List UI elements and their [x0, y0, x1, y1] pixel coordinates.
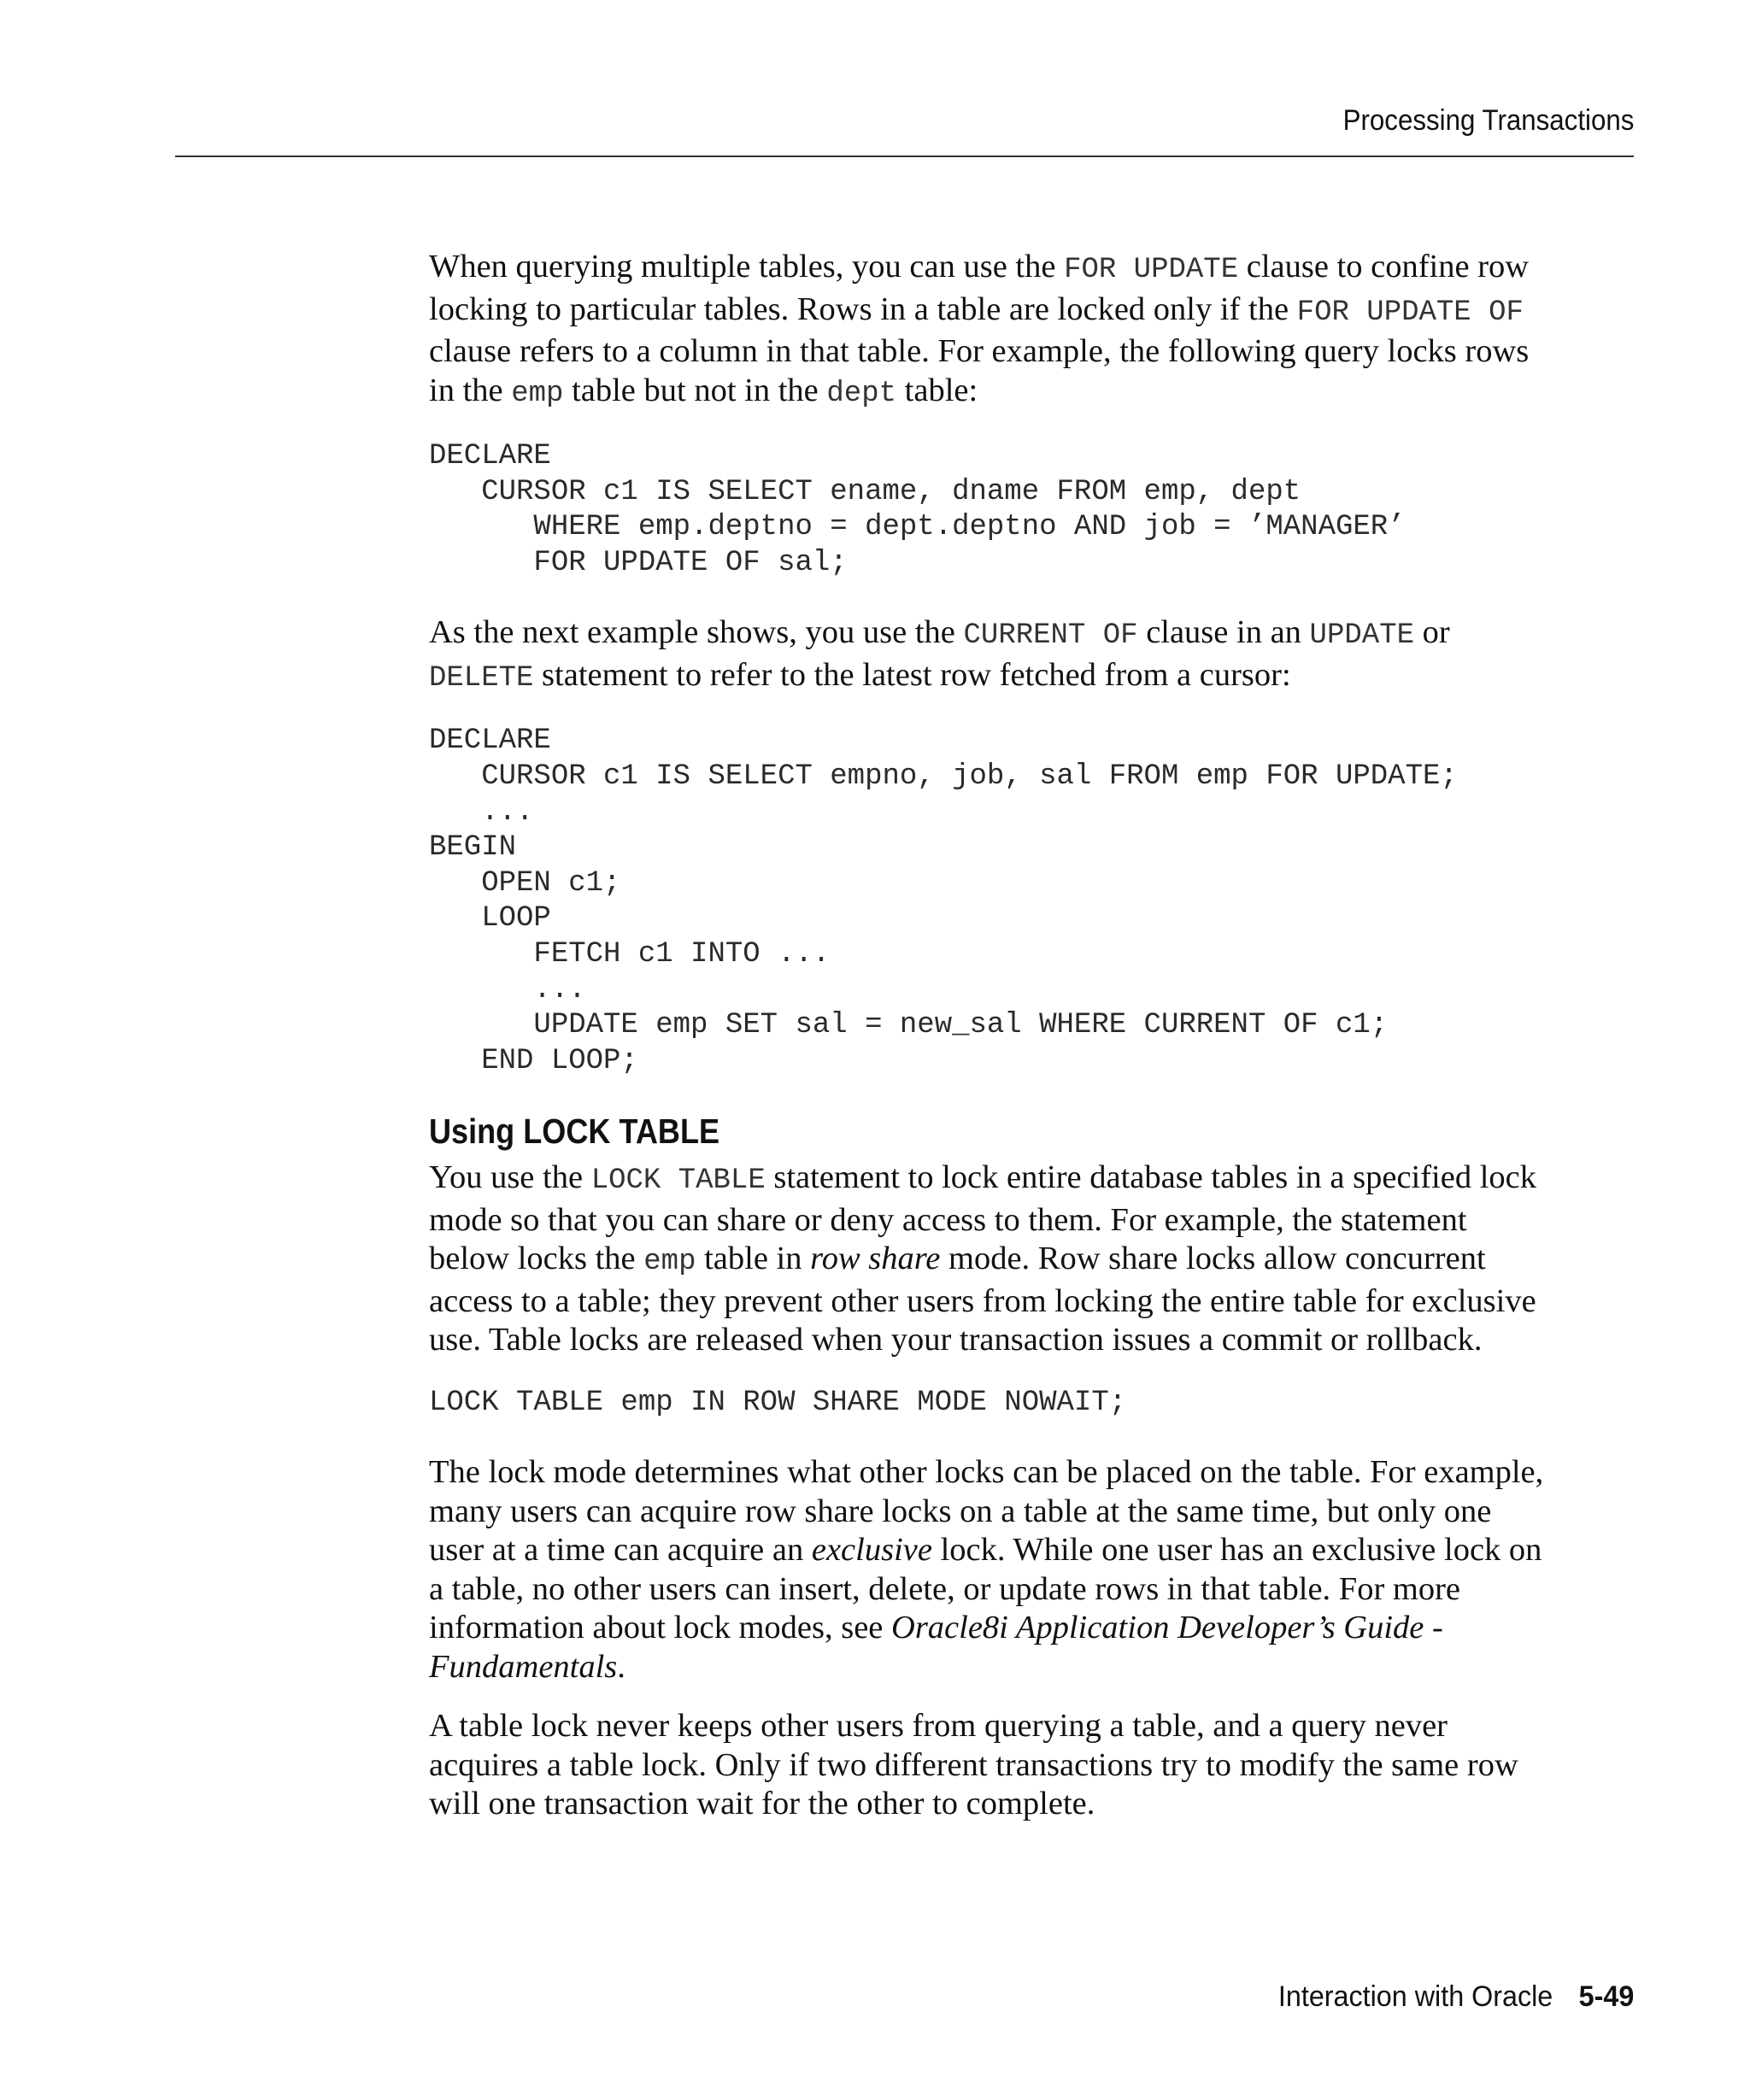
paragraph-lock-mode [429, 1453, 1642, 1686]
page-number: 5-49 [1578, 1980, 1634, 2013]
inline-code: emp [643, 1246, 696, 1279]
code-example-lock-table: LOCK TABLE emp IN ROW SHARE MODE NOWAIT; [429, 1386, 1127, 1419]
inline-code: LOCK TABLE [590, 1164, 766, 1198]
text-span: mode so that you can share or deny access to them. For example, the statement [429, 1201, 1467, 1238]
inline-code: emp [511, 377, 564, 410]
inline-code: CURRENT OF [963, 619, 1138, 653]
inline-code: DELETE [429, 661, 534, 695]
header-rule [175, 155, 1634, 157]
text-span: clause in an [1137, 614, 1310, 651]
paragraph-table-lock-query [429, 1707, 1642, 1824]
page-footer [1278, 1980, 1634, 2014]
emphasis-text: row share [810, 1241, 941, 1277]
code-example-current-of: DECLARE CURSOR c1 IS SELECT empno, job, sal FROM emp FOR UPDATE; ... BEGIN OPEN c1; LOOP FETCH c1 INTO ... ... UPDATE emp SET sal = new_sal WHERE CURRENT OF c1; END LOOP; [429, 724, 1458, 1077]
inline-code: FOR UPDATE [1064, 254, 1239, 286]
text-span: in the [429, 372, 512, 408]
text-span: below locks the [429, 1241, 644, 1277]
text-span: or [1413, 614, 1450, 651]
emphasis-text: exclusive [811, 1532, 932, 1569]
paragraph-lock-table [429, 1159, 1642, 1360]
text-span: table in [696, 1241, 811, 1277]
text-span: lock. While one user has an exclusive lock on [931, 1532, 1542, 1569]
paragraph-for-update [429, 248, 1642, 414]
text-span: clause to confine row [1238, 249, 1530, 284]
text-span: locking to particular tables. Rows in a table are locked only if the [429, 290, 1297, 327]
text-span: acquires a table lock. Only if two different transactions try to modify the same row [429, 1746, 1518, 1783]
text-span: statement to refer to the latest row fetched from a cursor: [533, 656, 1291, 693]
footer-chapter-title: Interaction with Oracle [1277, 1980, 1553, 2013]
inline-code: UPDATE [1309, 619, 1414, 653]
text-span: As the next example shows, you use the [429, 614, 964, 651]
text-span: use. Table locks are released when your transaction issues a commit or rollback. [429, 1322, 1483, 1358]
text-span: When querying multiple tables, you can use the [429, 249, 1065, 284]
text-span: information about lock modes, see [429, 1610, 892, 1646]
text-span: a table, no other users can insert, delete, or update rows in that table. For more [429, 1570, 1461, 1607]
section-heading: Using LOCK TABLE [429, 1112, 720, 1152]
inline-code: dept [826, 377, 897, 410]
book-title-reference: Fundamentals [429, 1648, 618, 1685]
text-span: statement to lock entire database tables in a specified lock [765, 1159, 1537, 1196]
text-span: A table lock never keeps other users from querying a table, and a query never [429, 1708, 1448, 1745]
inline-code: FOR UPDATE OF [1296, 296, 1524, 329]
text-span: access to a table; they prevent other users from locking the entire table for exclusive [429, 1282, 1536, 1319]
text-span: You use the [429, 1159, 591, 1196]
text-span: will one transaction wait for the other to complete. [429, 1786, 1095, 1822]
text-span: table but not in the [563, 372, 827, 408]
paragraph-current-of [429, 613, 1642, 698]
text-span: . [617, 1648, 625, 1685]
text-span: user at a time can acquire an [429, 1532, 812, 1569]
text-span: The lock mode determines what other locks can be placed on the table. For example, [429, 1454, 1544, 1491]
text-span: many users can acquire row share locks on a table at the same time, but only one [429, 1493, 1492, 1529]
running-header-title: Processing Transactions [1342, 104, 1634, 137]
page-body [429, 248, 1642, 1824]
book-title-reference: Oracle8i Application Developer’s Guide - [891, 1610, 1443, 1646]
text-span: table: [896, 372, 978, 408]
text-span: mode. Row share locks allow concurrent [940, 1241, 1486, 1277]
text-span: clause refers to a column in that table. For example, the following query locks rows [429, 333, 1530, 369]
code-example-for-update-of: DECLARE CURSOR c1 IS SELECT ename, dname FROM emp, dept WHERE emp.deptno = dept.deptno AND job = ’MANAGER’ FOR UPDATE OF sal; [429, 440, 1406, 579]
